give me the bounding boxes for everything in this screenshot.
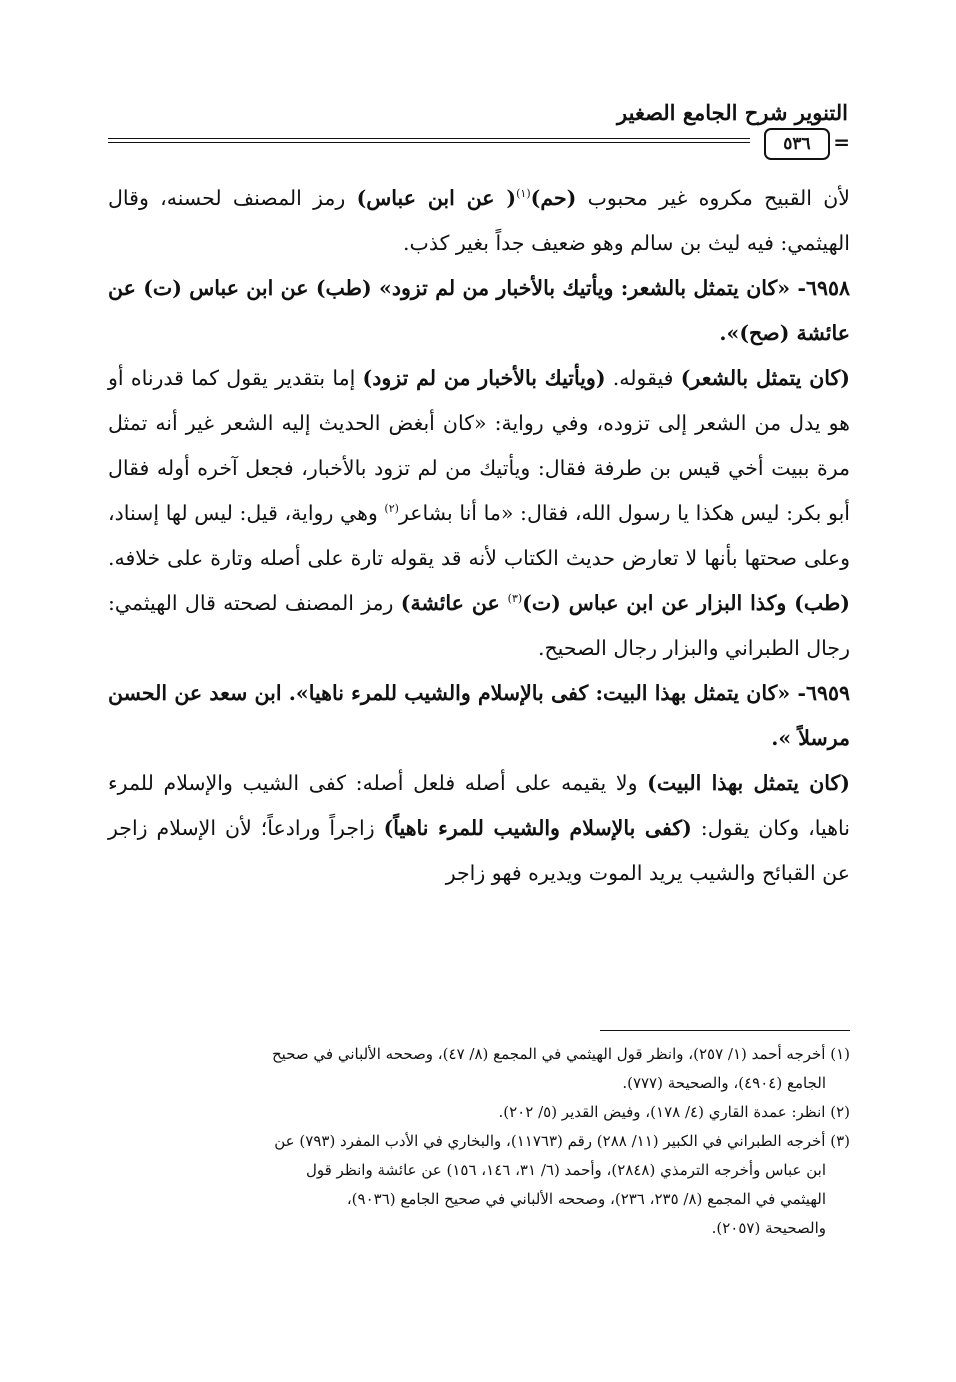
footnote-3-cont: الهيثمي في المجمع (٨/ ٢٣٥، ٢٣٦)، وصححه الألباني في صحيح الجامع (٩٠٣٦)، (346, 1190, 826, 1208)
footnote-ref-3: (٣) (507, 592, 523, 606)
footnote-2: (٢) انظر: عمدة القاري (٤/ ١٧٨)، وفيض القدير (٥/ ٢٠٢). (498, 1103, 850, 1121)
footnotes (108, 1040, 850, 1243)
text-run: لأن القبيح مكروه غير محبوب (576, 186, 850, 210)
text-run: وهي رواية، قيل: ليس لها إسناد، وعلى صحتها بأنها لا تعارض حديث الكتاب لأنه قد يقوله تارة على أصله وتارة على خلافه. (108, 501, 850, 570)
footnote-ref-1: (١) (516, 187, 531, 201)
text-run: رمز المصنف لصحته قال الهيثمي: رجال الطبراني والبزار رجال الصحيح. (108, 591, 850, 660)
main-text (108, 176, 850, 896)
footnote-3-cont: والصحيحة (٢٠٥٧). (711, 1219, 826, 1237)
footnote-3-cont: ابن عباس وأخرجه الترمذي (٢٨٤٨)، وأحمد (٦/ ٣١، ١٤٦، ١٥٦) عن عائشة وانظر قول (305, 1161, 826, 1179)
book-page (108, 0, 850, 1382)
lemma: (كان يتمثل بالشعر) (680, 366, 851, 390)
paragraph-commentary-3 (108, 761, 850, 896)
lemma: (ويأتيك بالأخبار من لم تزود) (362, 366, 606, 390)
lemma: (كان يتمثل بهذا البيت) (647, 771, 850, 795)
book-title: التنوير شرح الجامع الصغير (617, 100, 848, 125)
footnote-1-cont: الجامع (٤٩٠٤)، والصحيحة (٧٧٧). (622, 1074, 826, 1092)
narrator-text: عن ابن عباس) (356, 186, 507, 210)
hadith-6959: ٦٩٥٩- «كان يتمثل بهذا البيت: كفى بالإسلام والشيب للمرء ناهيا». ابن سعد عن الحسن مرسلاً ». (108, 681, 850, 750)
text-run: ولا يقيمه على أصله فلعل أصله: كفى الشيب والإسلام للمرء ناهيا، وكان يقول: (108, 771, 850, 840)
narrator-text: عن عائشة) (400, 591, 508, 615)
paragraph-commentary-1 (108, 176, 850, 266)
footnote-separator (600, 1030, 850, 1031)
text-run: زاجراً ورادعاً؛ لأن الإسلام زاجر عن القبائح والشيب يريد الموت ويديره فهو زاجر (108, 816, 850, 885)
text-run: إما بتقدير يقول كما قدرناه أو هو يدل من الشعر إلى تزوده، وفي رواية: «كان أبغض الحديث إليه الشعر غير أنه تمثل مرة ببيت أخي قيس بن طرفة فقال: ويأتيك من لم تزود بالأخبار، فجعل آخره أوله فقال أبو بكر: ليس هكذا يا رسول الله، فقال: «ما أنا بشاعر (108, 366, 850, 525)
source-code: (طب) وكذا البزار عن ابن عباس (ت) (522, 591, 851, 615)
lemma: (كفى بالإسلام والشيب للمرء ناهياً) (383, 816, 692, 840)
page-header (108, 96, 850, 166)
text-run: رمز المصنف لحسنه، وقال الهيثمي: فيه ليث بن سالم وهو ضعيف جداً بغير كذب. (108, 186, 850, 255)
page-number: ٥٣٦ (764, 128, 830, 160)
paragraph-commentary-2 (108, 356, 850, 671)
footnote-1: (١) أخرجه أحمد (١/ ٢٥٧)، وانظر قول الهيثمي في المجمع (٨/ ٤٧)، وصححه الألباني في صحيح (271, 1045, 850, 1063)
footnote-ref-2: (٢) (384, 502, 399, 516)
source-code: (حم) (530, 186, 577, 210)
text-run: فيقوله. (605, 366, 681, 390)
header-double-rule (108, 138, 750, 143)
bold-run: ( (506, 186, 517, 210)
footnote-3: (٣) أخرجه الطبراني في الكبير (١١/ ٢٨٨) رقم (١١٧٦٣)، والبخاري في الأدب المفرد (٧٩٣) عن (274, 1132, 850, 1150)
equals-mark: = (833, 130, 850, 154)
hadith-6958: ٦٩٥٨- «كان يتمثل بالشعر: ويأتيك بالأخبار من لم تزود» (طب) عن ابن عباس (ت) عن عائشة (صح)». (108, 276, 850, 345)
